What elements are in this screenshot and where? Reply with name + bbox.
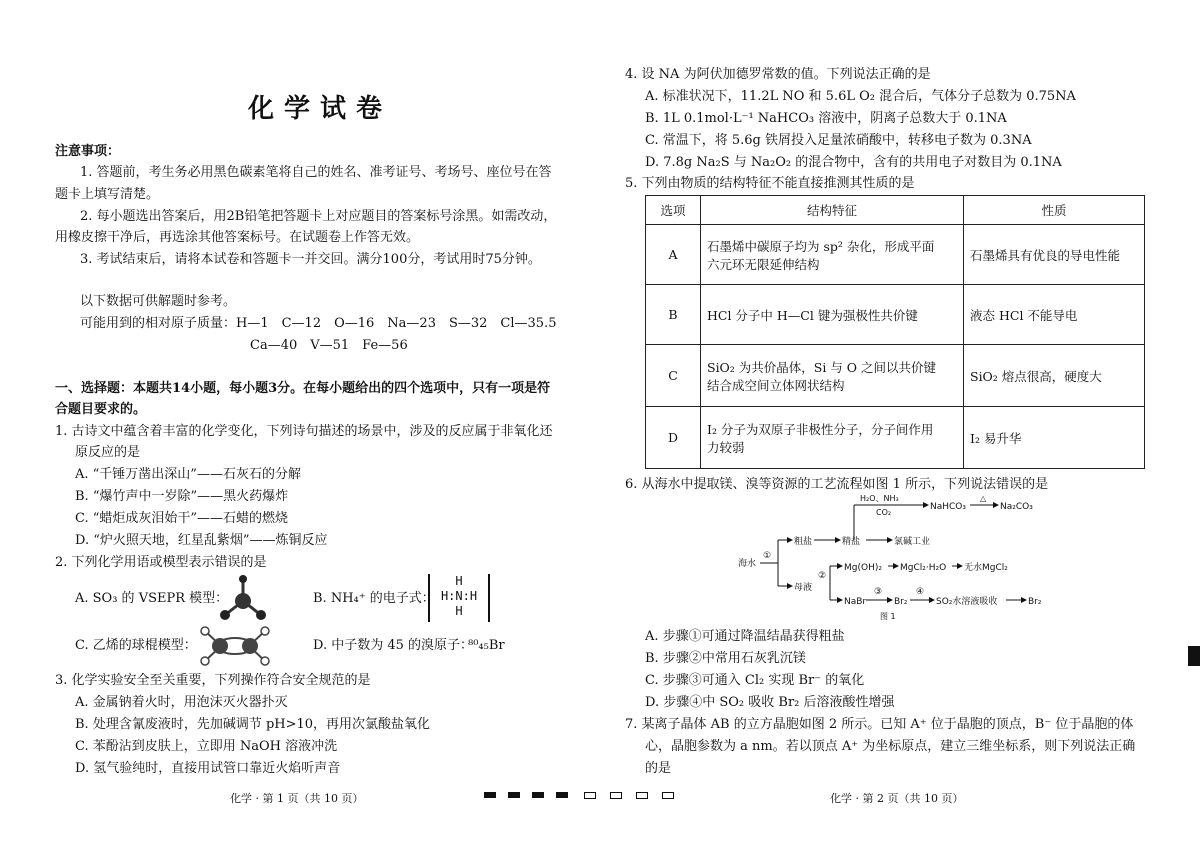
q4-option-a: A. 标准状况下，11.2L NO 和 5.6L O₂ 混合后，气体分子总数为 0.75NA — [645, 89, 1076, 104]
cell-line: HCl 分子中 H—Cl 键为强极性共价键 — [707, 307, 918, 323]
notice-heading: 注意事项： — [55, 144, 121, 159]
q5-table — [645, 195, 1145, 469]
q7-stem-3: 的是 — [645, 761, 672, 776]
flow-reagents: H₂O、NH₃ — [860, 494, 899, 503]
q2-option-a: A. SO₃ 的 VSEPR 模型： — [75, 591, 229, 606]
flow-step3: ③ — [874, 587, 883, 597]
table-cell: SiO₂ 熔点很高，硬度大 — [964, 345, 1145, 407]
q4-stem: 4. 设 NA 为阿伏加德罗常数的值。下列说法正确的是 — [625, 67, 931, 82]
flow-br2: Br₂ — [894, 597, 908, 607]
exam-title: 化学试卷 — [248, 94, 393, 124]
notice-line: 用橡皮擦干净后，再选涂其他答案标号。在试题卷上作答无效。 — [55, 230, 420, 245]
q1-stem-2: 原反应的是 — [75, 445, 141, 460]
footer-left: 化学 · 第 1 页（共 10 页） — [230, 792, 364, 805]
q3-option-a: A. 金属钠着火时，用泡沫灭火器扑灭 — [75, 695, 288, 710]
cell-line: I₂ 分子为双原子非极性分子，分子间作用 — [707, 421, 934, 437]
table-cell: I₂ 易升华 — [964, 407, 1145, 469]
print-mark — [636, 792, 648, 799]
print-mark — [556, 792, 568, 798]
print-mark — [584, 792, 596, 799]
table-header: 结构特征 — [701, 196, 964, 225]
print-mark — [532, 792, 544, 798]
q2-stem: 2. 下列化学用语或模型表示错误的是 — [55, 555, 267, 570]
print-mark — [484, 792, 496, 798]
table-row — [646, 407, 1145, 469]
q1-option-d: D. “炉火照天地，红星乱紫烟”——炼铜反应 — [75, 533, 328, 548]
flow-co2: CO₂ — [876, 508, 892, 517]
cell-line: SiO₂ 为共价晶体，Si 与 O 之间以共价键 — [707, 359, 937, 375]
nh4-bottom: H — [455, 604, 463, 618]
notice-line: 2. 每小题选出答案后，用2B铅笔把答题卡上对应题目的答案标号涂黑。如需改动， — [80, 209, 557, 224]
so3-model-figure — [215, 573, 275, 623]
q6-option-c: C. 步骤③可通入 Cl₂ 实现 Br⁻ 的氧化 — [645, 673, 865, 688]
q1-stem: 1. 古诗文中蕴含着丰富的化学变化，下列诗句描述的场景中，涉及的反应属于非氧化还 — [55, 424, 553, 439]
q2-option-d: D. 中子数为 45 的溴原子： — [313, 638, 474, 653]
table-cell — [701, 345, 964, 407]
notice-line: 1. 答题前，考生务必用黑色碳素笔将自己的姓名、准考证号、考场号、座位号在答 — [80, 165, 552, 180]
ethylene-model-figure — [195, 625, 275, 667]
q6-option-d: D. 步骤④中 SO₂ 吸收 Br₂ 后溶液酸性增强 — [645, 695, 895, 710]
ref-masses: 可能用到的相对原子质量：H—1 C—12 O—16 Na—23 S—32 Cl—35.5 — [80, 316, 557, 331]
table-cell: 液态 HCl 不能导电 — [964, 285, 1145, 345]
bromine-isotope: ⁸⁰₄₅Br — [468, 638, 505, 653]
q7-stem-2: 心，晶胞参数为 a nm。若以顶点 A⁺ 为坐标原点，建立三维坐标系，则下列说法正确 — [645, 739, 1136, 754]
q3-option-c: C. 苯酚沾到皮肤上，立即用 NaOH 溶液冲洗 — [75, 739, 338, 754]
print-mark — [610, 792, 622, 799]
notice-line: 3. 考试结束后，请将本试卷和答题卡一并交回。满分100分，考试用时75分钟。 — [80, 252, 541, 267]
ref-intro: 以下数据可供解题时参考。 — [80, 294, 237, 309]
flow-crude-salt: 粗盐 — [794, 537, 813, 547]
print-mark — [662, 792, 674, 799]
section-heading: 一、选择题：本题共14小题，每小题3分。在每小题给出的四个选项中，只有一项是符 — [55, 381, 551, 396]
flow-na2co3: Na₂CO₃ — [1000, 502, 1033, 512]
flow-br2-final: Br₂ — [1028, 597, 1042, 607]
q6-stem: 6. 从海水中提取镁、溴等资源的工艺流程如图 1 所示，下列说法错误的是 — [625, 477, 1049, 492]
table-row — [646, 285, 1145, 345]
flow-step2: ② — [818, 571, 827, 581]
flow-step1: ① — [763, 551, 772, 561]
flow-so2: SO₂水溶液吸收 — [936, 597, 998, 607]
footer-right: 化学 · 第 2 页（共 10 页） — [830, 792, 964, 805]
flow-anhydrous: 无水MgCl₂ — [964, 563, 1008, 573]
nh4-electron-formula — [428, 574, 490, 622]
cell-line: 六元环无限延伸结构 — [707, 256, 820, 272]
cell-line: 力较弱 — [707, 439, 745, 455]
table-row — [646, 345, 1145, 407]
flow-seawater: 海水 — [738, 559, 757, 569]
table-cell: D — [646, 407, 701, 469]
q7-stem: 7. 某离子晶体 AB 的立方晶胞如图 2 所示。已知 A⁺ 位于晶胞的顶点，B⁻ 位于晶胞的体 — [625, 717, 1134, 732]
q1-option-b: B. “爆竹声中一岁除”——黑火药爆炸 — [75, 489, 289, 504]
cell-line: 石墨烯中碳原子均为 sp² 杂化，形成平面 — [707, 238, 935, 254]
table-cell — [701, 225, 964, 285]
flow-mgcl2-hydrate: MgCl₂·H₂O — [900, 563, 947, 573]
flow-fine-salt: 精盐 — [842, 537, 861, 547]
q4-option-d: D. 7.8g Na₂S 与 Na₂O₂ 的混合物中，含有的共用电子对数目为 0.1NA — [645, 155, 1062, 170]
flow-step4: ④ — [916, 587, 925, 597]
q2-option-b: B. NH₄⁺ 的电子式： — [313, 591, 435, 606]
table-cell — [701, 407, 964, 469]
print-mark — [508, 792, 520, 798]
table-cell: 石墨烯具有优良的导电性能 — [964, 225, 1145, 285]
q4-option-b: B. 1L 0.1mol·L⁻¹ NaHCO₃ 溶液中，阴离子总数大于 0.1NA — [645, 111, 1007, 126]
flow-chlor-alkali: 氯碱工业 — [894, 537, 931, 547]
table-cell: A — [646, 225, 701, 285]
notice-line: 题卡上填写清楚。 — [55, 187, 160, 202]
table-header-row — [646, 196, 1145, 225]
q6-option-b: B. 步骤②中常用石灰乳沉镁 — [645, 651, 806, 666]
ref-masses-2: Ca—40 V—51 Fe—56 — [250, 338, 408, 353]
table-row — [646, 225, 1145, 285]
q1-option-a: A. “千锤万凿出深山”——石灰石的分解 — [75, 467, 301, 482]
table-cell: B — [646, 285, 701, 345]
figure-caption: 图 1 — [880, 612, 896, 621]
nh4-top: H — [455, 574, 463, 588]
q4-option-c: C. 常温下，将 5.6g 铁屑投入足量浓硝酸中，转移电子数为 0.3NA — [645, 133, 1032, 148]
section-heading-2: 合题目要求的。 — [55, 402, 147, 417]
flow-nabr: NaBr — [844, 597, 867, 607]
page-edge-tab — [1188, 646, 1200, 666]
q1-option-c: C. “蜡炬成灰泪始干”——石蜡的燃烧 — [75, 511, 289, 526]
cell-line: 结合成空间立体网状结构 — [707, 377, 845, 393]
q2-option-c: C. 乙烯的球棍模型： — [75, 638, 197, 653]
nh4-mid: H:N:H — [440, 589, 478, 603]
table-cell: C — [646, 345, 701, 407]
q5-stem: 5. 下列由物质的结构特征不能直接推测其性质的是 — [625, 176, 915, 191]
flow-mgoh2: Mg(OH)₂ — [844, 563, 882, 573]
flow-nahco3: NaHCO₃ — [930, 502, 966, 512]
q3-stem: 3. 化学实验安全至关重要，下列操作符合安全规范的是 — [55, 673, 371, 688]
q6-option-a: A. 步骤①可通过降温结晶获得粗盐 — [645, 629, 845, 644]
flow-heat: △ — [980, 494, 987, 503]
table-header: 选项 — [646, 196, 701, 225]
q3-option-d: D. 氢气验纯时，直接用试管口靠近火焰听声音 — [75, 761, 341, 776]
table-cell — [701, 285, 964, 345]
flow-mother-liquor: 母液 — [794, 583, 813, 593]
q3-option-b: B. 处理含氰废液时，先加碱调节 pH>10，再用次氯酸盐氧化 — [75, 717, 431, 732]
table-header: 性质 — [964, 196, 1145, 225]
flow-diagram — [730, 490, 1060, 622]
